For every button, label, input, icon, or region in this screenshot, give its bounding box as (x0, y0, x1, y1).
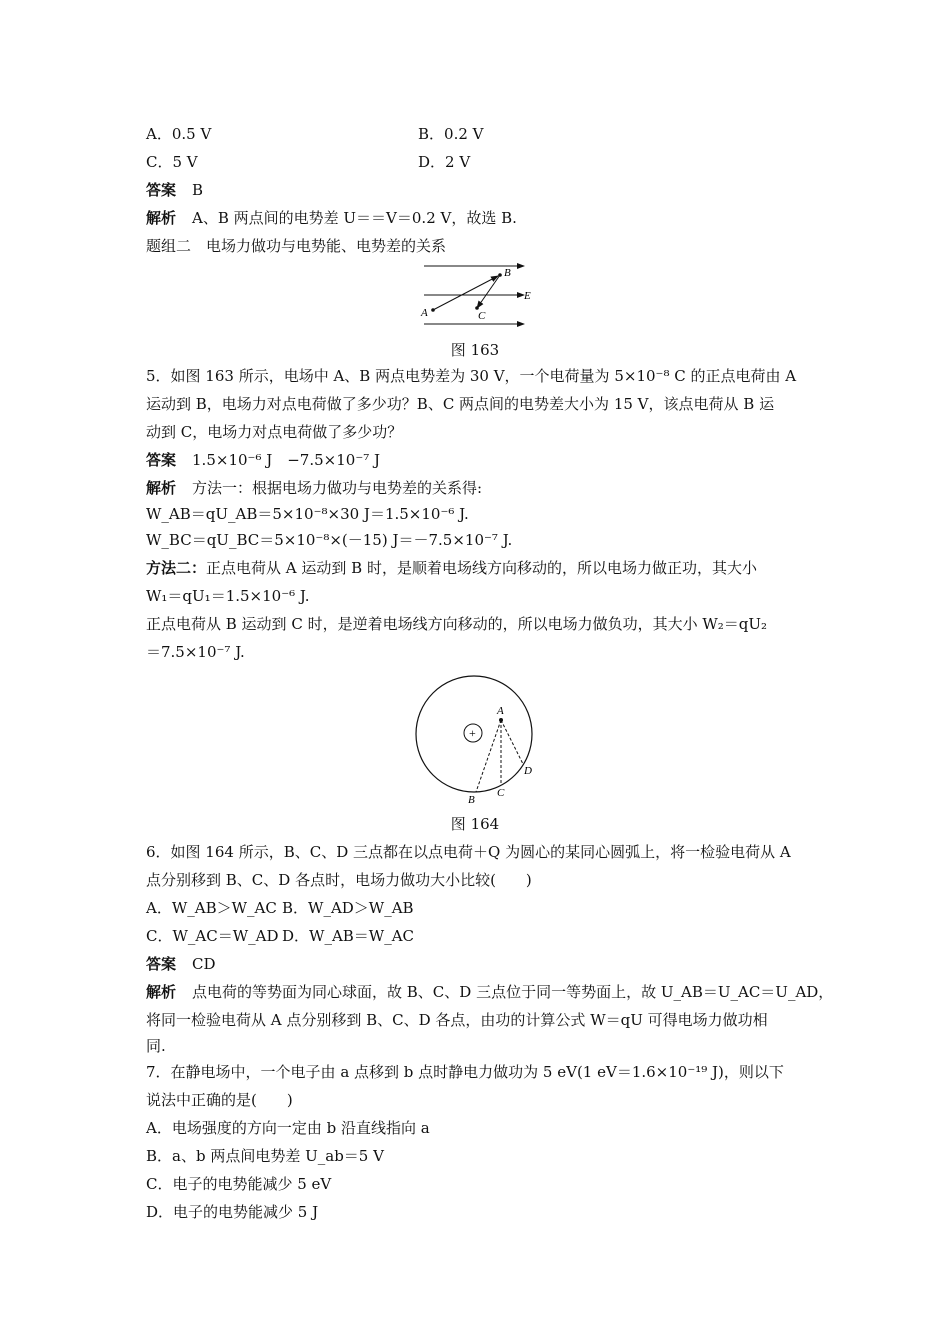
q4-option-a: A．0.5 V (146, 125, 212, 143)
q5-method2-text: 正点电荷从 A 运动到 B 时，是顺着电场线方向移动的，所以电场力做正功，其大小 (206, 559, 757, 577)
q5-analysis-head: 方法一：根据电场力做功与电势差的关系得: (192, 479, 483, 497)
label-c: C (478, 310, 486, 322)
q5-analysis-line (146, 478, 482, 498)
q6-option-c: C．W_AC＝W_AD (146, 927, 279, 945)
dashed-a-to-d (501, 720, 523, 764)
analysis-label: 解析 (146, 983, 177, 1001)
q5-method2-line4: ＝7.5×10⁻⁷ J. (146, 643, 245, 661)
label-c: C (497, 787, 505, 799)
q5-equation-1: W_AB＝qU_AB＝5×10⁻⁸×30 J＝1.5×10⁻⁶ J. (146, 505, 469, 523)
dashed-a-to-b (476, 720, 501, 792)
figure-163-caption: 图 163 (450, 341, 500, 359)
arrow-a-to-b (433, 276, 498, 310)
figure-163 (418, 258, 538, 334)
q4-analysis-line (146, 208, 517, 228)
point-b (498, 273, 502, 277)
plus-sign: + (469, 726, 476, 740)
label-a: A (421, 307, 428, 319)
label-b: B (504, 267, 511, 279)
analysis-label: 解析 (146, 479, 177, 497)
q5-stem-line3: 动到 C，电场力对点电荷做了多少功？ (146, 423, 403, 441)
q5-answer: 1.5×10⁻⁶ J −7.5×10⁻⁷ J (192, 451, 381, 469)
point-a (431, 308, 435, 312)
arrow-b-to-c (477, 275, 500, 308)
q6-analysis-text: 点电荷的等势面为同心球面，故 B、C、D 三点位于同一等势面上，故 U_AB＝U_AC＝U_AD， (192, 983, 834, 1001)
q6-answer-line (146, 954, 216, 974)
q4-option-d: D．2 V (418, 153, 471, 171)
answer-label: 答案 (146, 451, 177, 469)
q6-answer: CD (192, 955, 216, 973)
q6-analysis-line2: 将同一检验电荷从 A 点分别移到 B、C、D 各点，由功的计算公式 W＝qU 可得电场力做功相 (146, 1011, 768, 1029)
q4-analysis-text: A、B 两点间的电势差 U＝＝V＝0.2 V，故选 B. (192, 209, 517, 227)
group-title: 题组二 电场力做功与电势能、电势差的关系 (146, 237, 447, 255)
answer-label: 答案 (146, 181, 177, 199)
q5-answer-line (146, 450, 380, 470)
q6-stem-line2: 点分别移到 B、C、D 各点时，电场力做功大小比较( ) (146, 871, 532, 889)
q7-stem-line1: 7．在静电场中，一个电子由 a 点移到 b 点时静电力做功为 5 eV(1 eV＝1.6×10⁻¹⁹ J)，则以下 (146, 1063, 784, 1081)
figure-164 (410, 672, 540, 806)
answer-label: 答案 (146, 955, 177, 973)
q5-equation-2: W_BC＝qU_BC＝5×10⁻⁸×(－15) J＝－7.5×10⁻⁷ J. (146, 531, 513, 549)
q5-stem-line2: 运动到 B，电场力对点电荷做了多少功？B、C 两点间的电势差大小为 15 V，该点电荷从 B 运 (146, 395, 775, 413)
q5-method2-line3: 正点电荷从 B 运动到 C 时，是逆着电场线方向移动的，所以电场力做负功，其大小 W₂＝qU₂ (146, 615, 768, 633)
q6-option-a: A．W_AB＞W_AC (146, 899, 277, 917)
q5-method2-line1 (146, 558, 757, 578)
q6-analysis-line1 (146, 982, 833, 1002)
analysis-label: 解析 (146, 209, 177, 227)
q7-option-d: D．电子的电势能减少 5 J (146, 1203, 319, 1221)
label-b: B (468, 794, 475, 806)
q7-option-a: A．电场强度的方向一定由 b 沿直线指向 a (146, 1119, 430, 1137)
q6-option-d: D．W_AB＝W_AC (282, 927, 415, 945)
q4-answer: B (192, 181, 204, 199)
q7-option-c: C．电子的电势能减少 5 eV (146, 1175, 332, 1193)
label-d: D (524, 765, 532, 777)
q4-answer-line (146, 180, 203, 200)
q6-analysis-line3: 同. (146, 1037, 166, 1055)
figure-164-caption: 图 164 (450, 815, 500, 833)
label-a: A (497, 705, 504, 717)
q5-stem-line1: 5．如图 163 所示，电场中 A、B 两点电势差为 30 V，一个电荷量为 5×10⁻⁸ C 的正点电荷由 A (146, 367, 797, 385)
q6-stem-line1: 6．如图 164 所示，B、C、D 三点都在以点电荷＋Q 为圆心的某同心圆弧上，将一检验电荷从 A (146, 843, 791, 861)
q5-method2-line2: W₁＝qU₁＝1.5×10⁻⁶ J. (146, 587, 310, 605)
q7-option-b: B．a、b 两点间电势差 U_ab＝5 V (146, 1147, 384, 1165)
q4-option-c: C．5 V (146, 153, 198, 171)
method2-label: 方法二： (146, 559, 207, 577)
q7-stem-line2: 说法中正确的是( ) (146, 1091, 293, 1109)
q6-option-b: B．W_AD＞W_AB (282, 899, 414, 917)
q4-option-b: B．0.2 V (418, 125, 484, 143)
label-e: E (524, 290, 531, 302)
